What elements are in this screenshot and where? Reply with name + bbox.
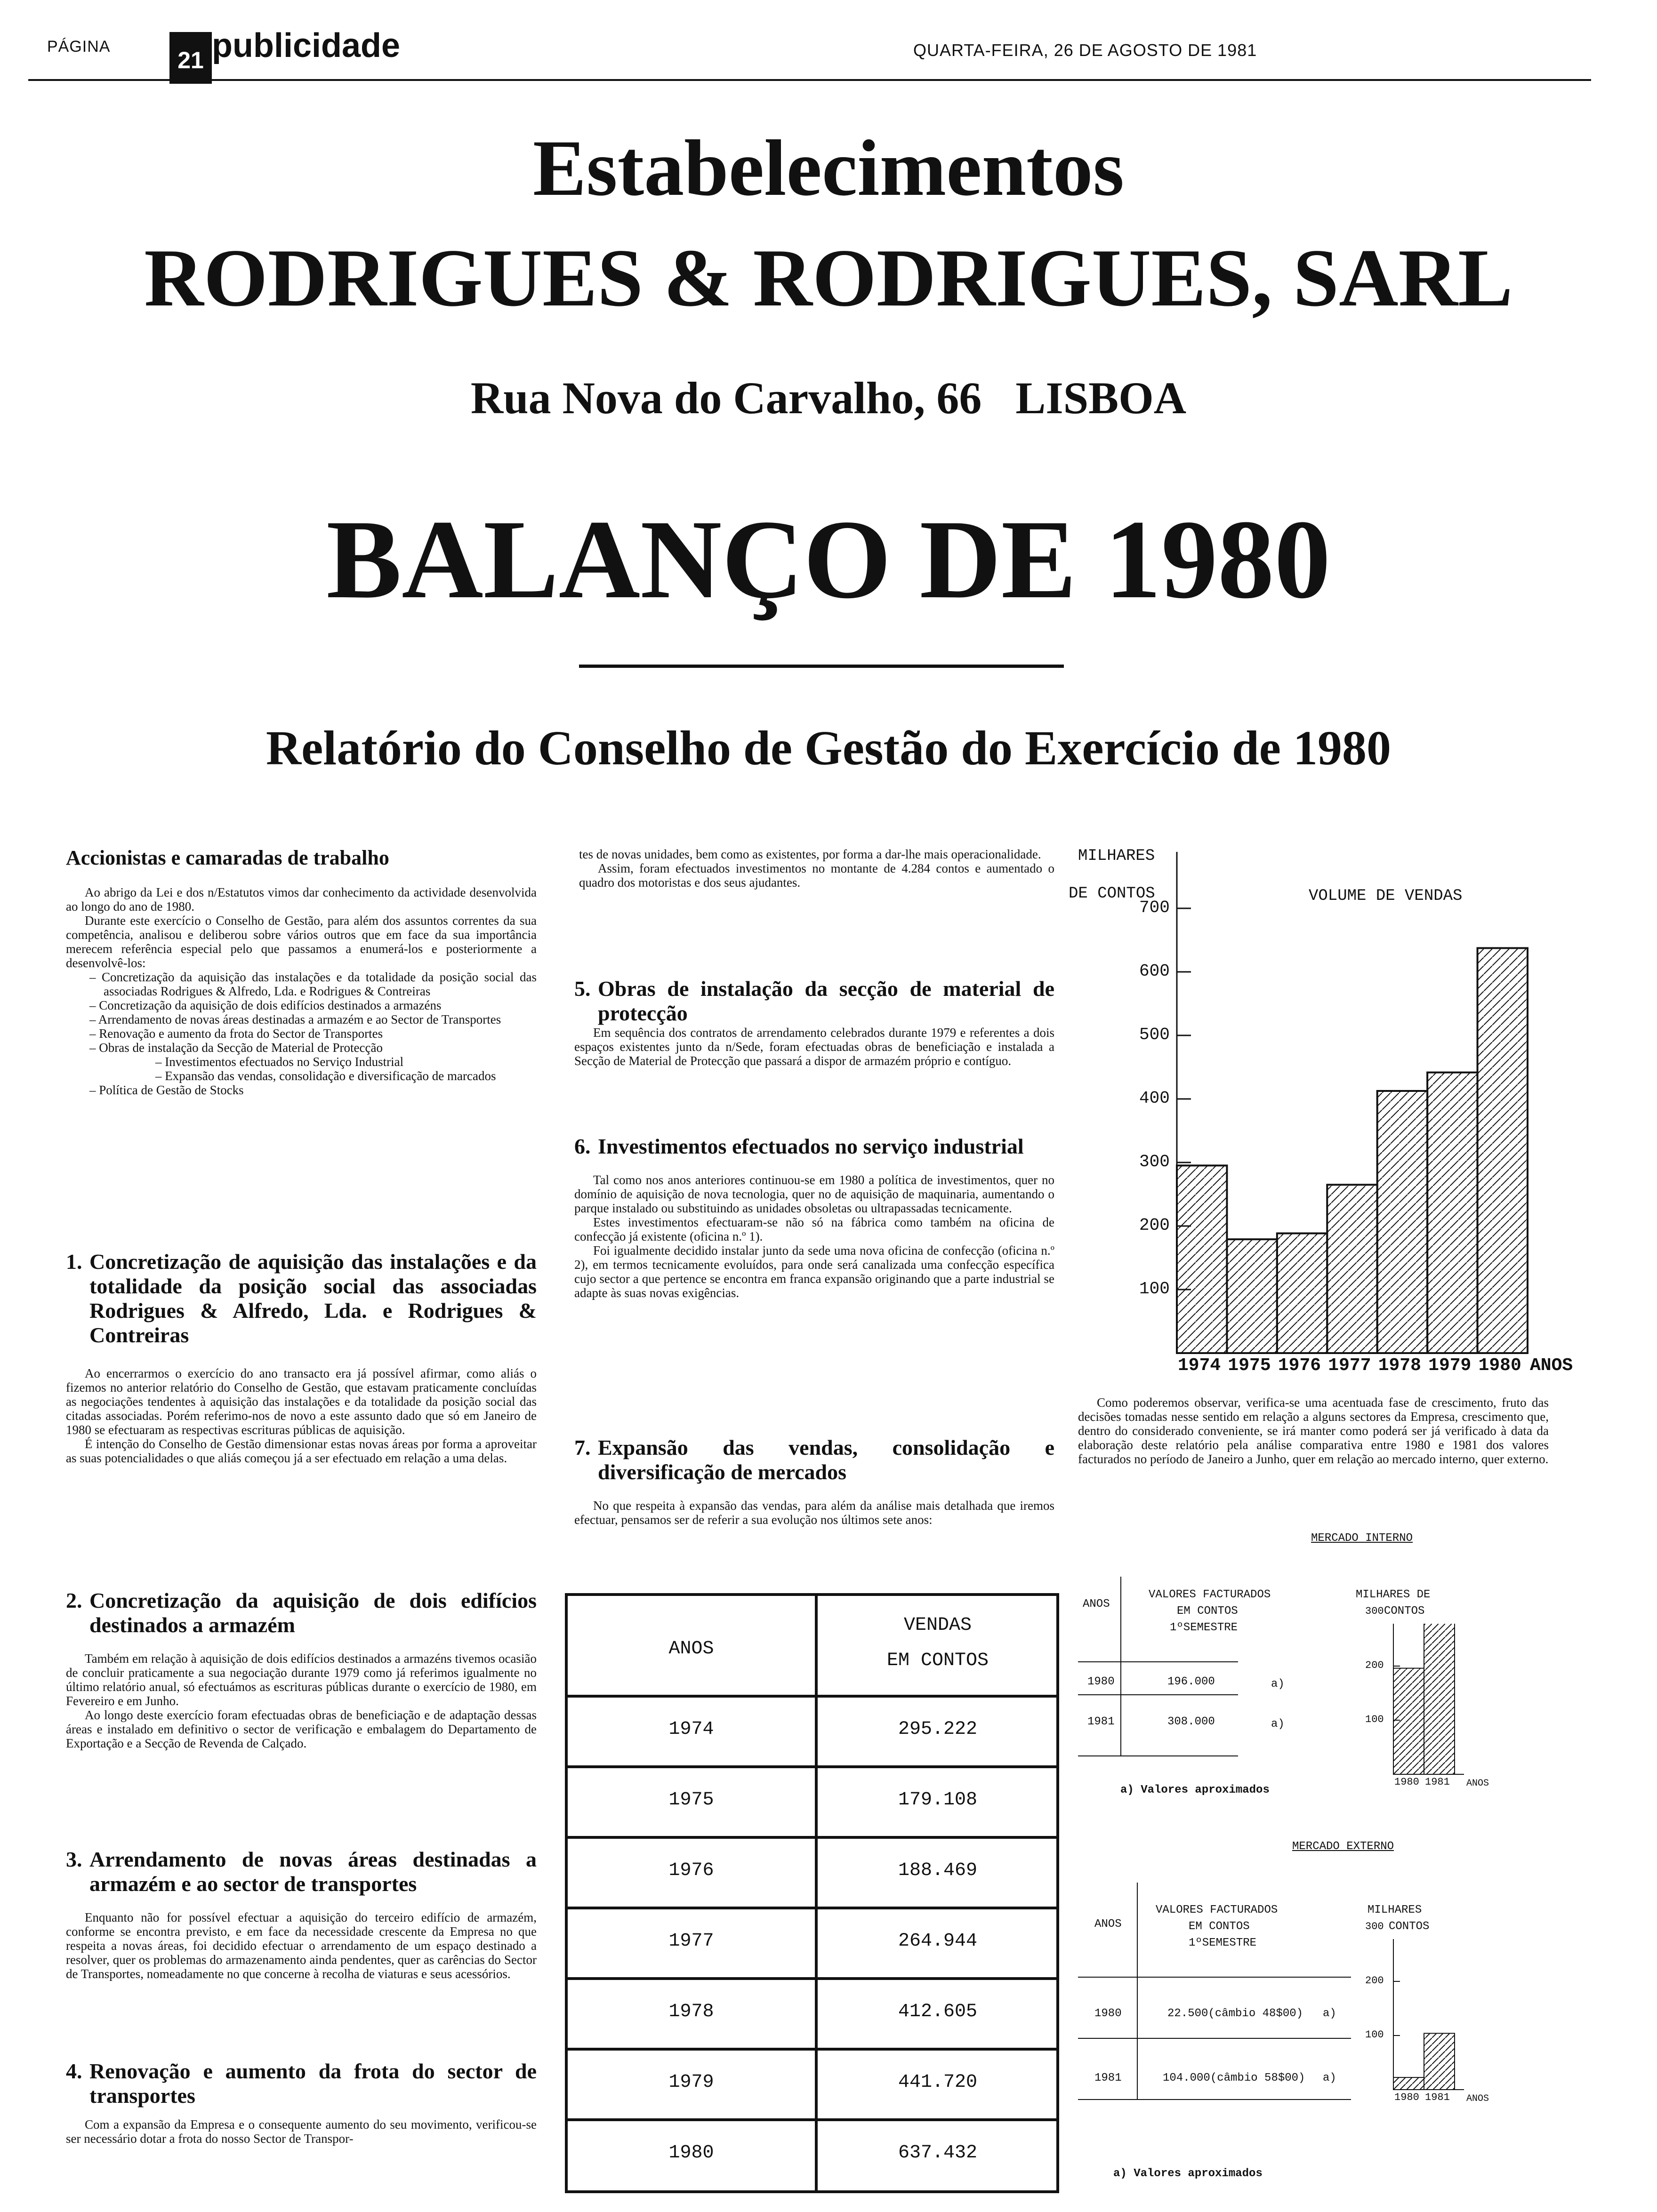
chart-xlabel: ANOS — [1466, 1778, 1489, 1789]
table-cell-year: 1977 — [668, 1931, 714, 1952]
chart-bar — [1327, 1185, 1377, 1353]
table-cell-value: 188.469 — [898, 1860, 978, 1881]
table-row-rule — [568, 2048, 1056, 2051]
col-milhares: MILHARES — [1367, 1904, 1422, 1916]
chart-tick-label: 100 — [1365, 2029, 1384, 2041]
table-rule — [1078, 2099, 1351, 2100]
table-rule — [1078, 1977, 1351, 1978]
section-paragraph: Assim, foram efectuados investimentos no montante de 4.284 contos e aumentado o quadro dos motoristas e dos seus ajudantes. — [579, 861, 1054, 890]
row-year: 1981 — [1087, 1715, 1115, 1728]
table-cell-year: 1979 — [668, 2072, 714, 2093]
col-milhares: MILHARES DE — [1356, 1588, 1431, 1601]
chart-x-tick-label: 1981 — [1425, 2092, 1450, 2103]
section-4 — [66, 2059, 537, 2146]
section-4-continued — [579, 847, 1054, 890]
table-row-rule — [568, 2118, 1056, 2121]
list-item: – Renovação e aumento da frota do Sector de Transportes — [89, 1026, 383, 1041]
table-column-divider — [815, 1596, 818, 2190]
sales-volume-chart — [1069, 847, 1573, 1388]
section-title-text: Arrendamento de novas áreas destinadas a armazém e ao sector de transportes — [89, 1847, 537, 1896]
chart-commentary — [1078, 1395, 1549, 1466]
chart-x-tick-label: 1980 — [1394, 2092, 1419, 2103]
table-rule — [1078, 1755, 1238, 1756]
table-cell-value: 179.108 — [898, 1789, 978, 1811]
col-valores: VALORES FACTURADOS — [1149, 1588, 1271, 1601]
table-rule — [1078, 2038, 1351, 2039]
section-title — [66, 1847, 537, 1896]
row-note: a) — [1271, 1718, 1285, 1731]
section-7 — [574, 1435, 1054, 1527]
col-valores: VALORES FACTURADOS — [1156, 1904, 1278, 1916]
section-paragraph: É intenção do Conselho de Gestão dimensionar estas novas áreas por forma a aproveitar as suas potencialidades o que aliás começou já a ser efectuado em relação a uma delas. — [66, 1437, 537, 1465]
chart-x-tick-label: 1978 — [1378, 1355, 1421, 1376]
section-paragraph: Estes investimentos efectuaram-se não só na fábrica como também na oficina de confecção já existente (oficina n.º 1). — [574, 1215, 1054, 1243]
chart-bar — [1177, 1165, 1227, 1353]
table-header-sales: VENDAS — [903, 1615, 972, 1636]
section-3 — [66, 1847, 537, 1981]
section-paragraph: Tal como nos anos anteriores continuou-se em 1980 a política de investimentos, quer no domínio de aquisição de nova tecnologia, quer no de aquisição de maquinaria, aumentando o parque instalado ou substituindo as unidades obsoletas ou ultrapassadas tecnicamente. — [574, 1173, 1054, 1215]
external-market-block — [1078, 1883, 1549, 2179]
section-number: 3. — [66, 1847, 82, 1871]
table-header-sales-unit: EM CONTOS — [886, 1650, 989, 1671]
section-title-text: Obras de instalação da secção de material de protecção — [598, 977, 1054, 1025]
topics-list — [66, 970, 537, 1097]
row-note: a) — [1323, 2072, 1336, 2084]
list-item: – Concretização da aquisição das instalações e da totalidade da posição social das associadas Rodrigues & Alfredo, Lda. e Rodrigues & Contreiras — [89, 970, 537, 998]
section-title-text: Renovação e aumento da frota do sector de transportes — [89, 2059, 537, 2108]
section-title — [66, 1250, 537, 1347]
row-year: 1980 — [1094, 2007, 1122, 2020]
col-milhares: CONTOS — [1384, 1605, 1425, 1618]
chart-tick-label: 200 — [1365, 1659, 1384, 1671]
col-anos: ANOS — [1094, 1918, 1122, 1931]
chart-tick-label: 600 — [1139, 962, 1170, 981]
table-cell-year: 1975 — [668, 1789, 714, 1811]
col-anos: ANOS — [1083, 1598, 1110, 1611]
table-row-rule — [568, 1836, 1056, 1839]
col-valores: EM CONTOS — [1189, 1920, 1250, 1933]
chart-x-tick-label: 1976 — [1278, 1355, 1321, 1376]
chart-tick-label: 300 — [1365, 1921, 1384, 1932]
section-title-text: Expansão das vendas, consolidação e diversificação de mercados — [598, 1435, 1054, 1484]
company-title-line1: Estabelecimentos — [533, 124, 1124, 212]
chart-ylabel-line1: MILHARES — [1078, 847, 1155, 865]
masthead — [28, 28, 1591, 85]
chart-canvas — [1069, 847, 1539, 1388]
internal-market-block — [1078, 1577, 1549, 1803]
table-row-rule — [568, 1977, 1056, 1980]
section-paragraph: Com a expansão da Empresa e o consequente aumento do seu movimento, verificou-se ser necessário dotar a frota do nosso Sector de Transpor- — [66, 2117, 537, 2146]
section-paragraph: Foi igualmente decidido instalar junto da sede uma nova oficina de confecção (oficina n.º 2), em termos tecnicamente evoluídos, para onde será canalizada uma confecção específica cujo sector a que pertence se encontra em franca expansão originando que a parte industrial se adapte às suas novas exigências. — [574, 1243, 1054, 1300]
table-divider — [1137, 1883, 1138, 2099]
chart-tick-label: 300 — [1139, 1152, 1170, 1171]
table-cell-year: 1978 — [668, 2001, 714, 2022]
footnote: a) Valores aproximados — [1120, 1784, 1270, 1796]
chart-x-tick-label: 1977 — [1328, 1355, 1371, 1376]
chart-bar — [1227, 1239, 1277, 1353]
intro-paragraph: Ao abrigo da Lei e dos n/Estatutos vimos dar conhecimento da actividade desenvolvida ao longo do ano de 1980. — [66, 885, 537, 914]
internal-market-title: MERCADO INTERNO — [1311, 1532, 1413, 1545]
sales-table — [565, 1593, 1059, 2193]
chart-x-tick-label: 1975 — [1228, 1355, 1271, 1376]
page-number: 21 — [169, 32, 212, 84]
row-year: 1981 — [1094, 2072, 1122, 2084]
company-title-line2: RODRIGUES & RODRIGUES, SARL — [144, 232, 1513, 323]
list-item: – Arrendamento de novas áreas destinadas a armazém e ao Sector de Transportes — [89, 1012, 501, 1026]
row-value: 104.000(câmbio 58$00) — [1163, 2072, 1305, 2084]
list-item: – Concretização da aquisição de dois edifícios destinados a armazéns — [89, 998, 442, 1012]
report-title: Relatório do Conselho de Gestão do Exercício de 1980 — [266, 721, 1391, 775]
row-note: a) — [1323, 2007, 1336, 2020]
row-value: 22.500(câmbio 48$00) — [1167, 2007, 1303, 2020]
col-valores: EM CONTOS — [1177, 1605, 1238, 1618]
section-paragraph: Também em relação à aquisição de dois edifícios destinados a armazéns tivemos ocasião de concluir praticamente a sua negociação durante 1979 como já referimos igualmente no último relatório anual, só efectuámos as escrituras públicas durante o exercício de 1980, em Fevereiro e em Junho. — [66, 1651, 537, 1708]
list-item: – Política de Gestão de Stocks — [89, 1083, 244, 1097]
section-title — [66, 2059, 537, 2108]
chart-xlabel: ANOS — [1530, 1355, 1573, 1376]
chart-tick-label: 700 — [1139, 898, 1170, 917]
chart-tick-label: 300 — [1365, 1605, 1384, 1617]
section-5 — [574, 977, 1054, 1068]
col-milhares: CONTOS — [1389, 1920, 1430, 1933]
chart-x-tick-label: 1979 — [1428, 1355, 1472, 1376]
headline: BALANÇO DE 1980 — [326, 497, 1331, 622]
chart-bar — [1427, 1073, 1477, 1353]
section-paragraph: tes de novas unidades, bem como as existentes, por forma a dar-lhe mais operacionalidade. — [579, 847, 1041, 861]
list-item: – Investimentos efectuados no Serviço Industrial — [155, 1055, 404, 1069]
section-title-text: Concretização de aquisição das instalações e da totalidade da posição social das associadas Rodrigues & Alfredo, Lda. e Rodrigues & Contreiras — [89, 1250, 537, 1347]
table-rule — [1078, 1694, 1238, 1695]
section-paragraph: Enquanto não for possível efectuar a aquisição do terceiro edifício de armazém, conforme se encontra previsto, e em face da necessidade crescente da Empresa no que respeita a novas áreas, foi decidido efectuar o arrendamento de um espaço destinado a resolver, quer os problemas do armazenamento ainda pendentes, quer as carências do Sector de Transportes, nomeadamente no que concerne à recolha de viaturas e seus acessórios. — [66, 1910, 537, 1981]
divider — [579, 665, 1064, 668]
section-paragraph: Em sequência dos contratos de arrendamento celebrados durante 1979 e referentes a dois espaços existentes junto da n/Sede, foram efectuadas obras de beneficiação e instalada a Secção de Material de Protecção que passará a dispor de armazém próprio e contíguo. — [574, 1026, 1054, 1068]
section-6 — [574, 1134, 1054, 1300]
section-number: 4. — [66, 2059, 82, 2083]
chart-tick-label: 100 — [1365, 1714, 1384, 1725]
intro-paragraph: Durante este exercício o Conselho de Gestão, para além dos assuntos correntes da sua competência, analisou e deliberou sobre vários outros que em face da sua importância merecem referência especial pelo que passamos a enumerá-los e posteriormente a desenvolvê-los: — [66, 914, 537, 970]
chart-bar — [1277, 1234, 1327, 1353]
chart-tick-label: 500 — [1139, 1025, 1170, 1044]
masthead-rule — [28, 79, 1591, 81]
chart-x-tick-label: 1981 — [1425, 1776, 1450, 1788]
chart-x-tick-label: 1980 — [1394, 1776, 1419, 1788]
table-row-rule — [568, 1907, 1056, 1909]
table-rule — [1078, 1661, 1238, 1662]
chart-tick-label: 200 — [1365, 1975, 1384, 1987]
section-title — [574, 1134, 1054, 1159]
section-paragraph: Ao longo deste exercício foram efectuadas obras de beneficiação e de adaptação dessas áreas e instalado em definitivo o sector de verificação e embalagem do Departamento de Exportação e a Secção de Revenda de Calçado. — [66, 1708, 537, 1750]
table-cell-value: 441.720 — [898, 2072, 978, 2093]
page-label: PÁGINA — [47, 38, 111, 56]
section-number: 5. — [574, 977, 591, 1001]
table-cell-value: 295.222 — [898, 1719, 978, 1740]
section-title — [574, 977, 1054, 1026]
section-number: 6. — [574, 1134, 591, 1158]
chart-bar — [1377, 1091, 1427, 1353]
section-number: 7. — [574, 1435, 591, 1459]
chart-x-tick-label: 1980 — [1478, 1355, 1521, 1376]
table-cell-value: 637.432 — [898, 2142, 978, 2164]
section-number: 1. — [66, 1250, 82, 1274]
section-number: 2. — [66, 1588, 82, 1612]
chart-ylabel-line2: DE CONTOS — [1069, 885, 1155, 903]
section-paragraph: No que respeita à expansão das vendas, para além da análise mais detalhada que iremos efectuar, pensamos ser de referir a sua evolução nos últimos sete anos: — [574, 1499, 1054, 1527]
col-valores: 1ºSEMESTRE — [1189, 1937, 1257, 1949]
row-value: 308.000 — [1167, 1715, 1215, 1728]
commentary-paragraph: Como poderemos observar, verifica-se uma acentuada fase de crescimento, fruto das decisões tomadas nesse sentido em relação a alguns sectores da Empresa, crescimento que, dentro do considerado conveniente, se irá manter como poderá ser já verificado à data da elaboração deste relatório pela análise comparativa entre 1980 e 1981 dos valores facturados no período de Janeiro a Junho, quer em relação ao mercado interno, quer externo. — [1078, 1395, 1549, 1466]
section-title-text: Concretização da aquisição de dois edifícios destinados a armazém — [89, 1588, 537, 1637]
list-item: – Expansão das vendas, consolidação e diversificação de marcados — [155, 1069, 496, 1083]
chart-tick-label: 200 — [1139, 1216, 1170, 1235]
intro-block — [66, 845, 537, 1097]
chart-bar — [1478, 948, 1528, 1353]
chart-tick-label: 400 — [1139, 1089, 1170, 1108]
table-divider — [1120, 1577, 1121, 1755]
table-cell-year: 1976 — [668, 1860, 714, 1881]
section-title — [66, 1588, 537, 1637]
table-row-rule — [568, 1765, 1056, 1768]
section-title — [574, 1435, 1054, 1484]
col-valores: 1ºSEMESTRE — [1170, 1621, 1238, 1634]
issue-date: QUARTA-FEIRA, 26 DE AGOSTO DE 1981 — [913, 40, 1257, 60]
section-brand: publicidade — [212, 27, 401, 64]
chart-title: VOLUME DE VENDAS — [1309, 887, 1463, 905]
list-item: – Obras de instalação da Secção de Material de Protecção — [89, 1041, 383, 1055]
section-title-text: Investimentos efectuados no serviço industrial — [598, 1134, 1024, 1158]
table-cell-year: 1974 — [668, 1719, 714, 1740]
footnote: a) Valores aproximados — [1113, 2167, 1263, 2180]
table-header-rule — [568, 1695, 1056, 1698]
row-note: a) — [1271, 1678, 1285, 1691]
table-header-years: ANOS — [668, 1638, 714, 1659]
chart-tick-label: 100 — [1139, 1279, 1170, 1298]
section-2 — [66, 1588, 537, 1750]
chart-xlabel: ANOS — [1466, 2093, 1489, 2104]
external-market-title: MERCADO EXTERNO — [1292, 1840, 1394, 1853]
row-year: 1980 — [1087, 1675, 1115, 1688]
company-address: Rua Nova do Carvalho, 66 LISBOA — [470, 373, 1187, 423]
intro-heading: Accionistas e camaradas de trabalho — [66, 846, 389, 869]
table-cell-value: 264.944 — [898, 1931, 978, 1952]
chart-x-tick-label: 1974 — [1178, 1355, 1221, 1376]
section-paragraph: Ao encerrarmos o exercício do ano transacto era já possível afirmar, como aliás o fizemos no anterior relatório do Conselho de Gestão, que estavam praticamente concluídas as negociações tendentes à aquisição das instalações e da totalidade da posição social das citadas associadas. Porém referimo-nos de novo a este assunto dado que só em Janeiro de 1980 se efectuaram as respectivas escrituras públicas de aquisição. — [66, 1366, 537, 1437]
row-value: 196.000 — [1167, 1675, 1215, 1688]
table-cell-value: 412.605 — [898, 2001, 978, 2022]
section-1 — [66, 1250, 537, 1465]
table-cell-year: 1980 — [668, 2142, 714, 2164]
